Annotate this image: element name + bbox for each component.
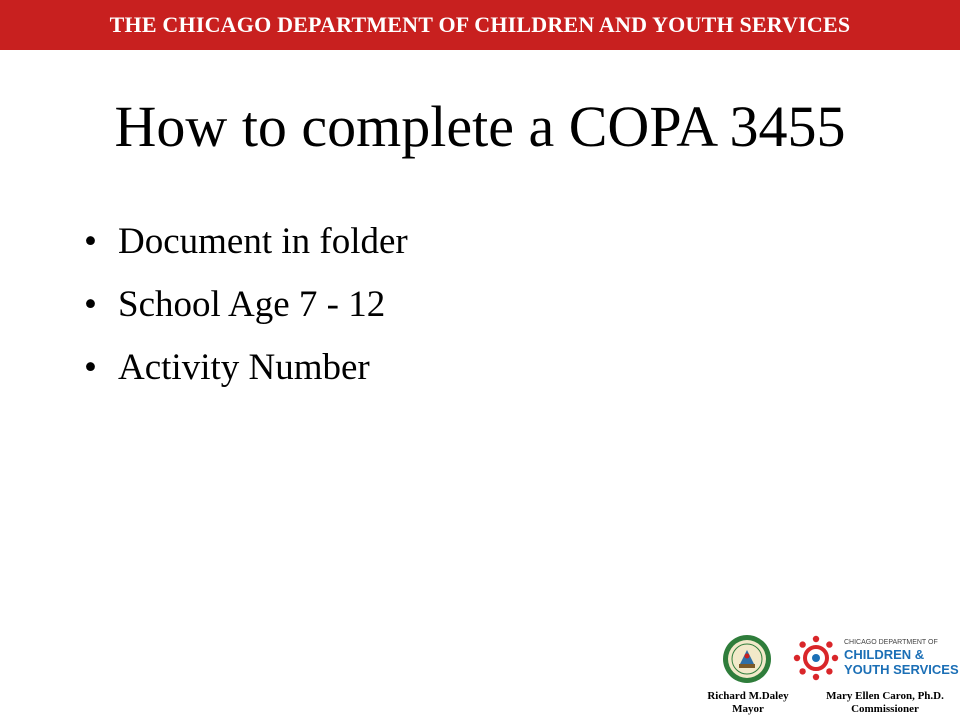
bullet-marker: • — [84, 221, 97, 262]
bullet-text: Document in folder — [118, 221, 408, 262]
children-ring-icon — [794, 636, 838, 680]
footer-logos — [700, 630, 960, 720]
dcys-logo-line-1: CHICAGO DEPARTMENT OF — [844, 639, 938, 646]
commissioner-name: Mary Ellen Caron, Ph.D. — [826, 690, 944, 702]
bullet-list — [84, 218, 408, 407]
bullet-marker: • — [84, 284, 97, 325]
city-seal-logo — [722, 634, 772, 684]
commissioner-title: Commissioner — [851, 703, 919, 715]
bullet-text: School Age 7 - 12 — [118, 284, 386, 325]
bullet-item — [84, 218, 408, 281]
commissioner-signature — [810, 690, 960, 716]
bullet-marker: • — [84, 347, 97, 388]
dcys-logo-line-3: YOUTH SERVICES — [844, 662, 959, 677]
slide-title: How to complete a COPA 3455 — [114, 94, 846, 159]
bullet-item — [84, 344, 408, 407]
bullet-item — [84, 281, 408, 344]
mayor-name: Richard M.Daley — [707, 690, 789, 702]
mayor-signature — [700, 690, 796, 716]
mayor-title: Mayor — [732, 703, 764, 715]
dcys-logo-line-2: CHILDREN & — [844, 647, 925, 662]
banner-title: THE CHICAGO DEPARTMENT OF CHILDREN AND YOUTH SERVICES — [109, 12, 851, 37]
bullet-text: Activity Number — [118, 347, 370, 388]
header-banner — [0, 0, 960, 50]
dcys-logo — [792, 632, 960, 684]
